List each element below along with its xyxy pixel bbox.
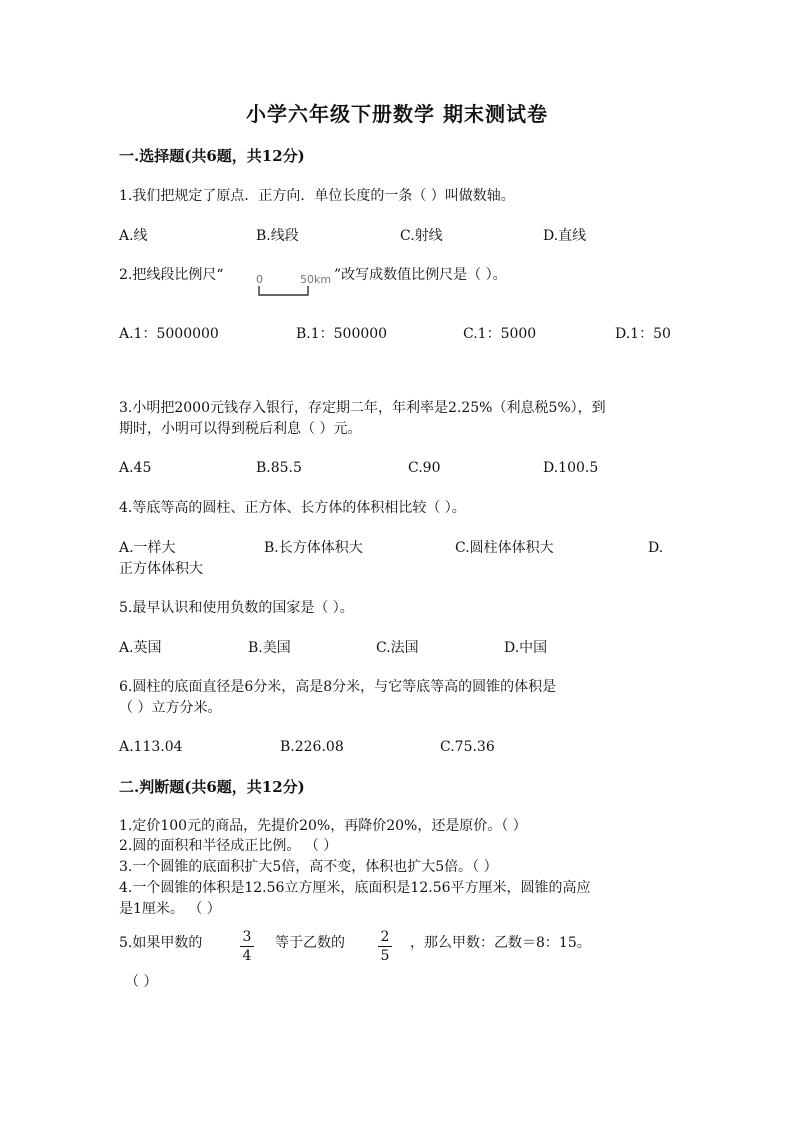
q4-option-d-text: 正方体体积大 (119, 561, 203, 577)
scale-bar (259, 286, 308, 295)
q5-option-a: A.英国 (119, 640, 162, 656)
q2-option-a: A.1：5000000 (119, 326, 219, 342)
q6-option-c: C.75.36 (440, 739, 495, 755)
fraction-two-fifths (378, 929, 392, 964)
section-heading-choice: 一.选择题(共6题，共12分) (119, 147, 305, 165)
q5-option-d: D.中国 (504, 640, 548, 656)
q4-option-c: C.圆柱体体积大 (455, 540, 554, 556)
question-6-line1: 6.圆柱的底面直径是6分米，高是8分米，与它等底等高的圆锥的体积是 (119, 679, 557, 695)
judge-3: 3.一个圆锥的底面积扩大5倍，高不变，体积也扩大5倍。（ ） (119, 859, 498, 875)
q2-option-b: B.1：500000 (296, 326, 388, 342)
scale-label-zero: 0 (256, 273, 263, 286)
question-2-prefix: 2.把线段比例尺“ (119, 267, 224, 283)
question-2-suffix: ”改写成数值比例尺是（ ）。 (334, 267, 507, 283)
q3-option-d: D.100.5 (543, 460, 599, 476)
q2-option-d: D.1：50 (615, 326, 671, 342)
q1-option-a: A.线 (119, 228, 148, 244)
question-1: 1.我们把规定了原点．正方向．单位长度的一条（ ）叫做数轴。 (119, 188, 515, 204)
judge-4-line1: 4.一个圆锥的体积是12.56立方厘米，底面积是12.56平方厘米，圆锥的高应 (119, 880, 591, 896)
fraction-denominator: 5 (380, 948, 390, 964)
question-3-line1: 3.小明把2000元钱存入银行，存定期二年，年利率是2.25%（利息税5%），到 (119, 400, 606, 416)
line-scale-figure (246, 266, 332, 306)
q3-option-c: C.90 (408, 460, 441, 476)
q3-option-a: A.45 (119, 460, 152, 476)
q4-option-a: A.一样大 (119, 540, 176, 556)
fraction-three-quarters (240, 929, 254, 964)
question-4: 4.等底等高的圆柱、正方体、长方体的体积相比较（ ）。 (119, 500, 466, 516)
question-5: 5.最早认识和使用负数的国家是（ ）。 (119, 600, 354, 616)
judge-2: 2.圆的面积和半径成正比例。 （ ） (119, 838, 338, 854)
q1-option-b: B.线段 (256, 228, 299, 244)
section-heading-judge: 二.判断题(共6题，共12分) (119, 778, 305, 796)
fraction-denominator: 4 (242, 948, 252, 964)
q6-option-a: A.113.04 (119, 739, 183, 755)
judge-1: 1.定价100元的商品，先提价20%，再降价20%，还是原价。（ ） (119, 818, 527, 834)
q1-option-c: C.射线 (400, 228, 443, 244)
judge-5-suffix: ，那么甲数：乙数＝8：15。 (410, 935, 591, 951)
judge-5-prefix: 5.如果甲数的 (119, 935, 203, 951)
fraction-numerator: 2 (380, 929, 390, 945)
fraction-numerator: 3 (242, 929, 252, 945)
judge-5-blank: （ ） (125, 974, 158, 990)
question-3-line2: 期时，小明可以得到税后利息（ ）元。 (119, 421, 362, 437)
q3-option-b: B.85.5 (256, 460, 302, 476)
q2-option-c: C.1：5000 (463, 326, 537, 342)
question-6-line2: （ ）立方分米。 (119, 700, 222, 716)
judge-5-mid: 等于乙数的 (275, 935, 345, 951)
q4-option-b: B.长方体体积大 (264, 540, 363, 556)
q4-option-d: D. (648, 540, 664, 556)
q6-option-b: B.226.08 (280, 739, 344, 755)
q5-option-b: B.美国 (248, 640, 291, 656)
page-title: 小学六年级下册数学 期末测试卷 (246, 102, 548, 126)
judge-4-line2: 是1厘米。 （ ） (119, 901, 221, 917)
q5-option-c: C.法国 (376, 640, 419, 656)
scale-label-50km: 50km (300, 273, 332, 286)
q1-option-d: D.直线 (543, 228, 587, 244)
